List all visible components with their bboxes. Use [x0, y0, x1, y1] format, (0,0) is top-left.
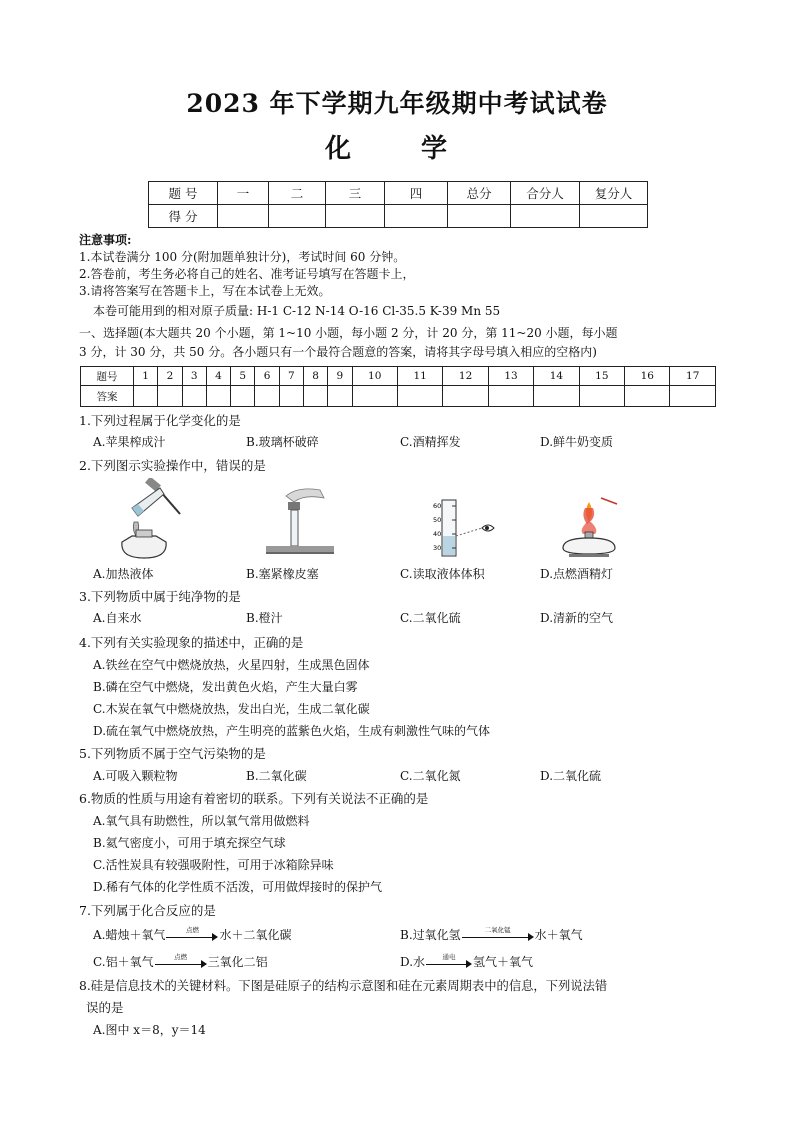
reaction-reactants: C.铝＋氧气 — [93, 955, 154, 969]
q5-option-a: A.可吸入颗粒物 — [93, 769, 178, 783]
reaction-condition: 通电 — [442, 952, 456, 961]
answer-number: 15 — [579, 367, 624, 386]
reaction-arrow — [426, 952, 472, 968]
answer-cell[interactable] — [397, 386, 442, 407]
reaction-condition: 点燃 — [185, 925, 199, 934]
q3-option-b: B.橙汁 — [246, 611, 283, 625]
answer-row-label: 题号 — [81, 367, 134, 386]
question-3-stem: 3.下列物质中属于纯净物的是 — [79, 589, 241, 604]
q5-option-b: B.二氧化碳 — [246, 769, 307, 783]
note-item: 1.本试卷满分 100 分(附加题单独计分)，考试时间 60 分钟。 — [79, 250, 406, 264]
heating-liquid-figure — [110, 478, 190, 562]
answer-table — [80, 366, 716, 407]
answer-number: 1 — [134, 367, 158, 386]
reaction-arrow — [462, 925, 534, 941]
answer-cell[interactable] — [488, 386, 533, 407]
q4-option-d: D.硫在氧气中燃烧放热，产生明亮的蓝紫色火焰，生成有刺激性气味的气体 — [93, 724, 491, 738]
reaction-arrow — [166, 925, 218, 941]
stopper-figure — [258, 484, 342, 560]
answer-cell[interactable] — [279, 386, 303, 407]
answer-cell[interactable] — [328, 386, 352, 407]
q2-option-d: D.点燃酒精灯 — [540, 567, 614, 581]
answer-number: 7 — [279, 367, 303, 386]
answer-number: 5 — [231, 367, 255, 386]
score-header-cell: 复分人 — [580, 182, 648, 205]
answer-cell[interactable] — [443, 386, 488, 407]
answer-number: 8 — [303, 367, 327, 386]
answer-number: 4 — [206, 367, 230, 386]
answer-number: 6 — [255, 367, 279, 386]
answer-cell[interactable] — [670, 386, 716, 407]
score-header-cell: 题 号 — [149, 182, 218, 205]
question-5-stem: 5.下列物质不属于空气污染物的是 — [79, 746, 266, 761]
q4-option-c: C.木炭在氧气中燃烧放热，发出白光，生成二氧化碳 — [93, 702, 370, 716]
q3-option-c: C.二氧化硫 — [400, 611, 461, 625]
question-8-stem: 8.硅是信息技术的关键材料。下图是硅原子的结构示意图和硅在元素周期表中的信息，下列说法错 — [79, 979, 608, 993]
score-input-cell[interactable] — [385, 205, 448, 228]
score-input-cell[interactable] — [580, 205, 648, 228]
atomic-masses: 本卷可能用到的相对原子质量: H-1 C-12 N-14 O-16 Cl-35.5 K-39 Mn 55 — [93, 304, 501, 318]
answer-row-label: 答案 — [81, 386, 134, 407]
score-header-cell: 二 — [269, 182, 326, 205]
answer-cell[interactable] — [352, 386, 397, 407]
score-header-cell: 合分人 — [511, 182, 580, 205]
answer-number: 14 — [534, 367, 579, 386]
reaction-products: 水＋氧气 — [534, 928, 583, 942]
page-title: 2023 年下学期九年级期中考试试卷 — [186, 89, 608, 118]
answer-cell[interactable] — [206, 386, 230, 407]
q4-option-b: B.磷在空气中燃烧，发出黄色火焰，产生大量白雾 — [93, 680, 358, 694]
q3-option-d: D.清新的空气 — [540, 611, 614, 625]
q1-option-c: C.酒精挥发 — [400, 435, 461, 449]
q5-option-c: C.二氧化氮 — [400, 769, 461, 783]
score-header-cell: 三 — [326, 182, 385, 205]
note-item: 3.请将答案写在答题卡上，写在本试卷上无效。 — [79, 284, 331, 298]
answer-cell[interactable] — [231, 386, 255, 407]
answer-number: 2 — [158, 367, 182, 386]
section-heading: 一、选择题(本大题共 20 个小题，第 1~10 小题，每小题 2 分，计 20 分，第 11~20 小题，每小题 — [79, 326, 618, 340]
score-input-cell[interactable] — [269, 205, 326, 228]
q8-option-a: A.图中 x＝8，y＝14 — [93, 1023, 206, 1037]
question-8-stem-continued: 误的是 — [86, 1000, 124, 1015]
answer-cell[interactable] — [579, 386, 624, 407]
q7-option-a — [93, 926, 292, 943]
answer-cell[interactable] — [182, 386, 206, 407]
score-input-cell[interactable] — [218, 205, 269, 228]
reaction-arrow — [155, 952, 207, 968]
question-2-stem: 2.下列图示实验操作中，错误的是 — [79, 458, 266, 473]
q3-option-a: A.自来水 — [93, 611, 142, 625]
notes-heading: 注意事项: — [79, 233, 132, 247]
q1-option-a: A.苹果榨成汁 — [93, 435, 166, 449]
q6-option-b: B.氦气密度小，可用于填充探空气球 — [93, 836, 286, 850]
reaction-products: 水＋二氧化碳 — [219, 928, 292, 942]
answer-number: 10 — [352, 367, 397, 386]
reaction-condition: 点燃 — [174, 952, 188, 961]
question-7-stem: 7.下列属于化合反应的是 — [79, 903, 216, 918]
q6-option-d: D.稀有气体的化学性质不活泼，可用做焊接时的保护气 — [93, 880, 383, 894]
cylinder-tick-label: 50 — [433, 516, 442, 524]
reaction-products: 氢气＋氧气 — [473, 955, 534, 969]
score-header-cell: 四 — [385, 182, 448, 205]
q5-option-d: D.二氧化硫 — [540, 769, 602, 783]
q2-option-c: C.读取液体体积 — [400, 567, 485, 581]
reaction-condition: 二氧化锰 — [484, 925, 511, 934]
q6-option-a: A.氧气具有助燃性，所以氧气常用做燃料 — [93, 814, 310, 828]
answer-cell[interactable] — [625, 386, 670, 407]
score-row-label: 得 分 — [149, 205, 218, 228]
answer-number: 12 — [443, 367, 488, 386]
reaction-reactants: A.蜡烛＋氧气 — [93, 928, 166, 942]
answer-number: 16 — [625, 367, 670, 386]
question-6-stem: 6.物质的性质与用途有着密切的联系。下列有关说法不正确的是 — [79, 791, 429, 806]
note-item: 2.答卷前，考生务必将自己的姓名、准考证号填写在答题卡上， — [79, 267, 415, 281]
question-1-stem: 1.下列过程属于化学变化的是 — [79, 413, 241, 428]
score-header-cell: 一 — [218, 182, 269, 205]
q1-option-d: D.鲜牛奶变质 — [540, 435, 614, 449]
score-input-cell[interactable] — [511, 205, 580, 228]
question-4-stem: 4.下列有关实验现象的描述中，正确的是 — [79, 635, 304, 650]
reaction-reactants: D.水 — [400, 955, 426, 969]
q7-option-c — [93, 953, 268, 970]
cylinder-figure — [432, 498, 512, 560]
reaction-reactants: B.过氧化氢 — [400, 928, 461, 942]
q2-option-b: B.塞紧橡皮塞 — [246, 567, 319, 581]
score-header-cell: 总分 — [448, 182, 511, 205]
answer-cell[interactable] — [534, 386, 579, 407]
alcohol-lamp-figure — [553, 494, 633, 562]
q7-option-b — [400, 926, 583, 943]
q7-option-d — [400, 953, 533, 970]
score-input-cell[interactable] — [326, 205, 385, 228]
q2-option-a: A.加热液体 — [93, 567, 154, 581]
answer-number: 13 — [488, 367, 533, 386]
answer-cell[interactable] — [255, 386, 279, 407]
answer-number: 11 — [397, 367, 442, 386]
score-input-cell[interactable] — [448, 205, 511, 228]
answer-cell[interactable] — [134, 386, 158, 407]
answer-number: 3 — [182, 367, 206, 386]
answer-cell[interactable] — [303, 386, 327, 407]
q1-option-b: B.玻璃杯破碎 — [246, 435, 319, 449]
section-heading: 3 分，计 30 分，共 50 分。各小题只有一个最符合题意的答案，请将其字母号填入相应的空格内) — [79, 345, 597, 359]
answer-cell[interactable] — [158, 386, 182, 407]
cylinder-tick-label: 40 — [433, 530, 442, 538]
cylinder-tick-label: 60 — [433, 502, 442, 510]
answer-number: 17 — [670, 367, 716, 386]
cylinder-tick-label: 30 — [433, 544, 442, 552]
subject-title: 化 学 — [324, 134, 469, 164]
q4-option-a: A.铁丝在空气中燃烧放热，火星四射，生成黑色固体 — [93, 658, 370, 672]
reaction-products: 三氧化二铝 — [207, 955, 268, 969]
q6-option-c: C.活性炭具有较强吸附性，可用于冰箱除异味 — [93, 858, 334, 872]
score-table — [148, 181, 648, 228]
answer-number: 9 — [328, 367, 352, 386]
